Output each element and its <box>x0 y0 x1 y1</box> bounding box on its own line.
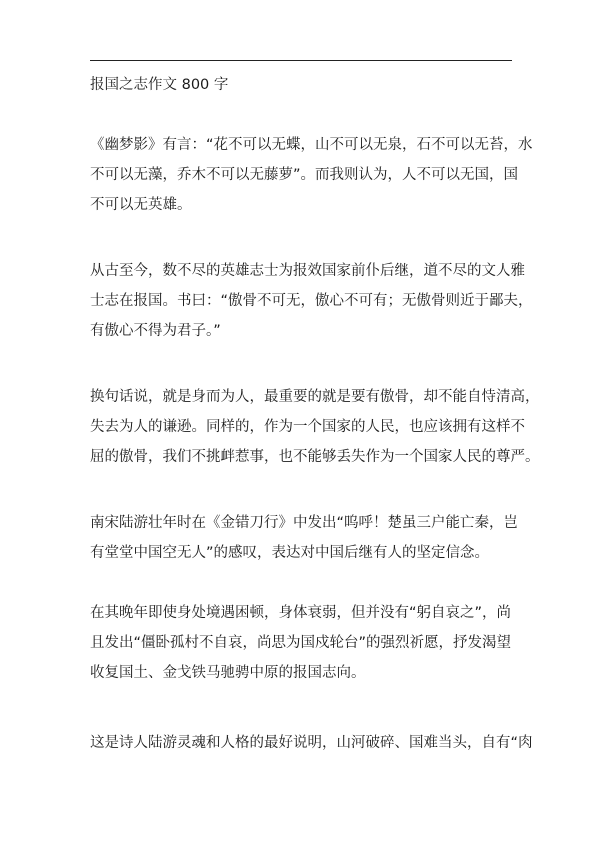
text-line: 南宋陆游壮年时在《金错刀行》中发出“呜呼！楚虽三户能亡秦，岂 <box>90 515 519 531</box>
paragraph-2 <box>90 256 533 346</box>
paragraph-3 <box>90 382 540 472</box>
text-line: 在其晚年即使身处境遇困顿，身体衰弱，但并没有“躬自哀之”，尚 <box>90 605 512 621</box>
text-line: 《幽梦影》有言：“花不可以无蝶，山不可以无泉，石不可以无苔，水 <box>90 137 533 153</box>
text-line: 不可以无藻，乔木不可以无藤萝”。而我则认为，人不可以无国，国 <box>90 167 519 183</box>
text-line: 失去为人的谦逊。同样的，作为一个国家的人民，也应该拥有这样不 <box>90 419 525 435</box>
header-rule <box>90 60 512 61</box>
text-line: 有堂堂中国空无人”的感叹，表达对中国后继有人的坚定信念。 <box>90 545 490 561</box>
text-line: 士志在报国。书曰：“傲骨不可无，傲心不可有；无傲骨则近于鄙夫， <box>90 293 533 309</box>
text-line: 屈的傲骨，我们不挑衅惹事，也不能够丢失作为一个国家人民的尊严。 <box>90 449 540 465</box>
text-line: 收复国土、金戈铁马驰骋中原的报国志向。 <box>90 665 366 681</box>
text-line: 有傲心不得为君子。” <box>90 323 221 339</box>
text-line: 这是诗人陆游灵魂和人格的最好说明，山河破碎、国难当头，自有“肉 <box>90 735 533 751</box>
document-title: 报国之志作文 800 字 <box>90 77 229 93</box>
text-line: 且发出“僵卧孤村不自哀，尚思为国戍轮台”的强烈祈愿，抒发渴望 <box>90 635 512 651</box>
text-line: 从古至今，数不尽的英雄志士为报效国家前仆后继，道不尽的文人雅 <box>90 263 525 279</box>
paragraph-5 <box>90 598 520 688</box>
paragraph-6 <box>90 728 533 758</box>
paragraph-1 <box>90 130 533 220</box>
paragraph-4 <box>90 508 520 568</box>
text-line: 不可以无英雄。 <box>90 197 192 213</box>
text-line: 换句话说，就是身而为人，最重要的就是要有傲骨，却不能自恃清高， <box>90 389 540 405</box>
